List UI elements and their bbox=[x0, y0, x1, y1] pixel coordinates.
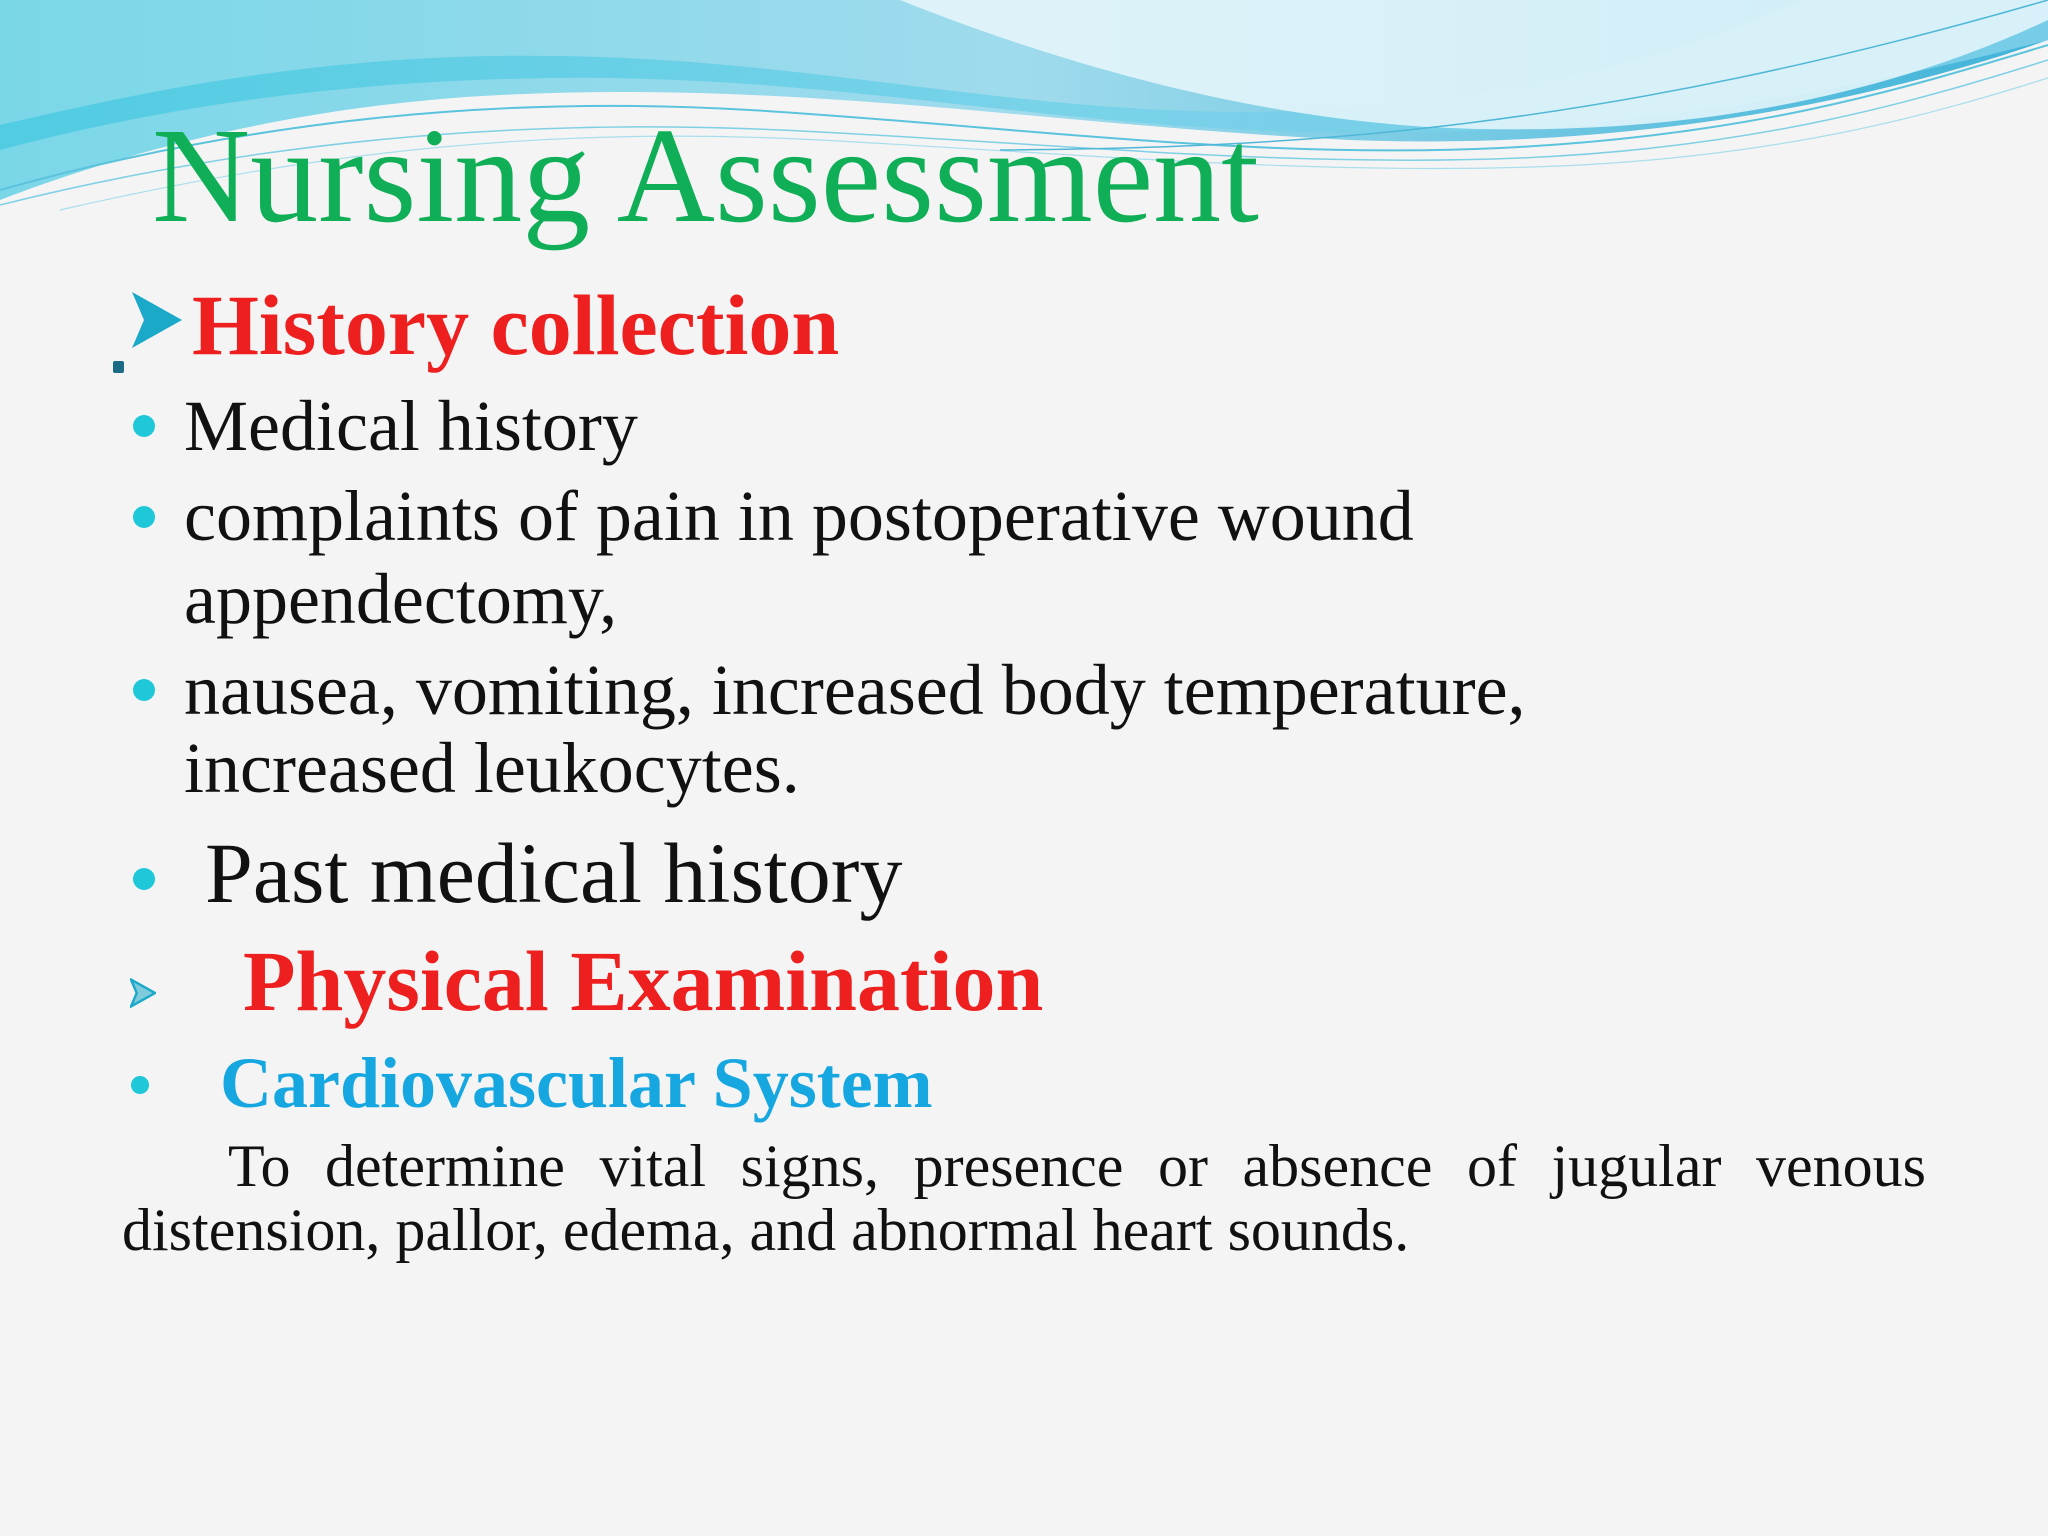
cardiovascular-description-text: To determine vital signs, presence or absence of jugular venous distension, pallor, edema, and abnormal heart sounds. bbox=[122, 1133, 1926, 1263]
bullet-dot-icon bbox=[133, 868, 155, 890]
bullet-dot-icon bbox=[133, 415, 155, 437]
bullet-dot-icon bbox=[133, 506, 155, 528]
list-item-complaints-line2: appendectomy, bbox=[184, 559, 618, 639]
list-item-symptoms-line1: nausea, vomiting, increased body temperature, bbox=[184, 650, 1526, 730]
list-item-medical-history: Medical history bbox=[184, 386, 638, 466]
section-heading-history: History collection bbox=[192, 277, 840, 373]
list-item-past-medical-history: Past medical history bbox=[205, 825, 903, 921]
list-item-complaints-line1: complaints of pain in postoperative wound bbox=[184, 476, 1414, 556]
small-square-marker bbox=[113, 361, 124, 373]
arrowhead-bullet-icon bbox=[130, 978, 156, 1008]
bullet-dot-icon bbox=[131, 1076, 149, 1094]
list-item-symptoms-line2: increased leukocytes. bbox=[184, 728, 800, 808]
arrowhead-bullet-icon bbox=[130, 290, 184, 350]
subheading-cardiovascular-system: Cardiovascular System bbox=[220, 1043, 933, 1123]
slide-title: Nursing Assessment bbox=[152, 101, 1259, 251]
bullet-dot-icon bbox=[133, 679, 155, 701]
cardiovascular-description bbox=[122, 1134, 1926, 1262]
section-heading-physical-examination: Physical Examination bbox=[243, 933, 1044, 1029]
